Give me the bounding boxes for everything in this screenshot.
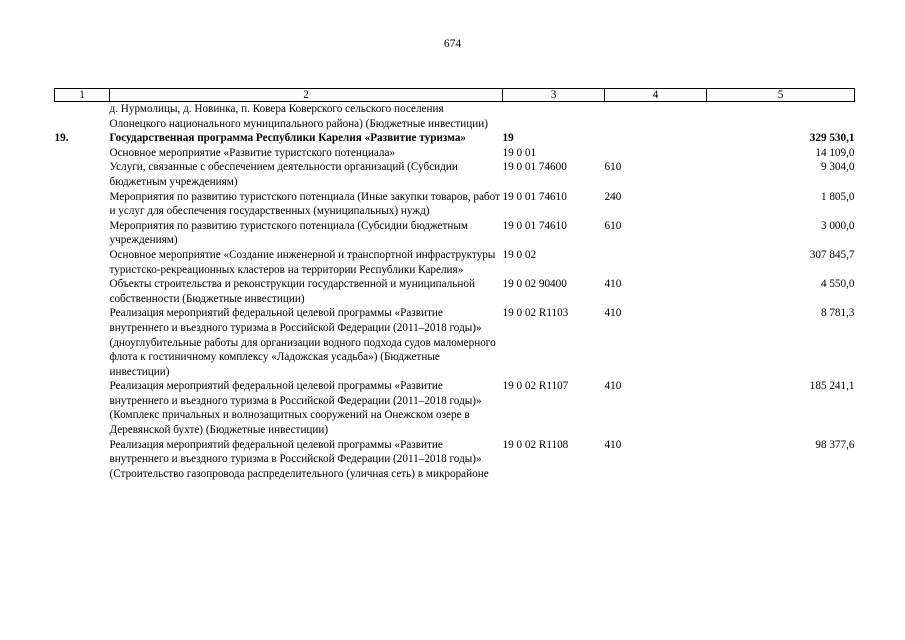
row-amount: 98 377,6 <box>815 438 855 451</box>
row-name: Услуги, связанные с обеспечением деятельности организаций (Субсидии бюджетным учреждениям) <box>109 161 458 188</box>
row-name: Мероприятия по развитию туристского потенциала (Субсидии бюджетным учреждениям) <box>109 219 468 247</box>
row-expense-type <box>605 248 707 277</box>
row-number <box>55 146 110 161</box>
row-name: Реализация мероприятий федеральной целевой программы «Развитие внутреннего и въездного туризма в Российской Федерации (2011–2018 годы)» (Комплекс причальных и волнозащитных сооружений на Онежском озере в Деревянской бухте) (Бюджетные инвестиции) <box>109 380 482 437</box>
table-header-row <box>55 89 855 102</box>
row-amount: 329 530,1 <box>809 132 855 145</box>
row-amount: 185 241,1 <box>809 380 855 393</box>
row-code: 19 0 01 74610 <box>502 190 567 203</box>
row-code: 19 0 02 R1103 <box>502 307 569 320</box>
column-header-2: 2 <box>110 89 503 102</box>
column-header-5: 5 <box>707 89 855 102</box>
row-number <box>55 160 110 189</box>
row-amount: 9 304,0 <box>820 161 855 174</box>
row-code: 19 0 02 90400 <box>502 278 567 291</box>
row-amount: 8 781,3 <box>820 307 855 320</box>
row-expense-type: 410 <box>604 278 622 291</box>
row-code: 19 0 02 <box>502 248 537 261</box>
row-name: Реализация мероприятий федеральной целевой программы «Развитие внутреннего и въездного туризма в Российской Федерации (2011–2018 годы)» (дноуглубительные работы для организации водного подхода судов маломерного флота к гостиничному комплексу «Ладожская усадьба») (Бюджетные инвестиции) <box>109 307 496 378</box>
row-number <box>55 102 110 132</box>
row-number: 19. <box>54 132 69 145</box>
row-expense-type <box>605 131 707 146</box>
row-number <box>55 190 110 219</box>
table-row <box>55 160 855 189</box>
table-row <box>55 306 855 379</box>
row-code: 19 0 01 74600 <box>502 161 567 174</box>
row-code: 19 <box>502 132 514 145</box>
page-number: 674 <box>443 38 462 50</box>
row-name: Объекты строительства и реконструкции государственной и муниципальной собственности (Бюджетные инвестиции) <box>109 278 475 305</box>
row-expense-type: 410 <box>604 380 622 393</box>
row-expense-type: 240 <box>604 190 622 203</box>
column-header-3: 3 <box>503 89 605 102</box>
row-code <box>503 102 605 132</box>
table-row <box>55 131 855 146</box>
table-row <box>55 146 855 161</box>
table-row <box>55 219 855 248</box>
row-amount: 3 000,0 <box>820 219 855 232</box>
row-name: д. Нурмолицы, д. Новинка, п. Ковера Коверского сельского поселения Олонецкого национального муниципального района) (Бюджетные инвестиции) <box>109 103 488 130</box>
row-number <box>55 219 110 248</box>
row-code: 19 0 01 <box>502 146 537 159</box>
table-row <box>55 102 855 132</box>
table-row <box>55 190 855 219</box>
row-name: Реализация мероприятий федеральной целевой программы «Развитие внутреннего и въездного туризма в Российской Федерации (2011–2018 годы)» (Строительство газопровода распределительного (уличная сеть) в микрорайоне <box>109 438 489 480</box>
column-header-4: 4 <box>605 89 707 102</box>
row-amount <box>707 102 855 132</box>
row-expense-type: 610 <box>604 219 622 232</box>
row-code: 19 0 01 74610 <box>502 219 567 232</box>
row-expense-type <box>605 102 707 132</box>
table-row <box>55 379 855 437</box>
table-row <box>55 248 855 277</box>
row-number <box>55 306 110 379</box>
row-name: Основное мероприятие «Развитие туристского потенциала» <box>109 146 396 159</box>
row-number <box>55 277 110 306</box>
column-header-1: 1 <box>55 89 110 102</box>
row-number <box>55 379 110 437</box>
row-name: Мероприятия по развитию туристского потенциала (Иные закупки товаров, работ и услуг для обеспечения государственных (муниципальных) нужд) <box>109 190 500 218</box>
budget-table <box>54 88 855 481</box>
row-amount: 307 845,7 <box>809 248 855 261</box>
row-expense-type: 610 <box>604 161 622 174</box>
row-amount: 14 109,0 <box>815 146 855 159</box>
row-name: Основное мероприятие «Создание инженерной и транспортной инфраструктуры туристско-рекреационных кластеров на территории Республики Карелия» <box>109 248 496 276</box>
row-number <box>55 438 110 482</box>
row-expense-type: 410 <box>604 307 622 320</box>
row-name: Государственная программа Республики Карелия «Развитие туризма» <box>109 132 466 145</box>
table-row <box>55 438 855 482</box>
table-row <box>55 277 855 306</box>
row-amount: 4 550,0 <box>820 278 855 291</box>
row-expense-type <box>605 146 707 161</box>
row-expense-type: 410 <box>604 438 622 451</box>
row-amount: 1 805,0 <box>820 190 855 203</box>
row-number <box>55 248 110 277</box>
row-code: 19 0 02 R1107 <box>502 380 569 393</box>
row-code: 19 0 02 R1108 <box>502 438 569 451</box>
